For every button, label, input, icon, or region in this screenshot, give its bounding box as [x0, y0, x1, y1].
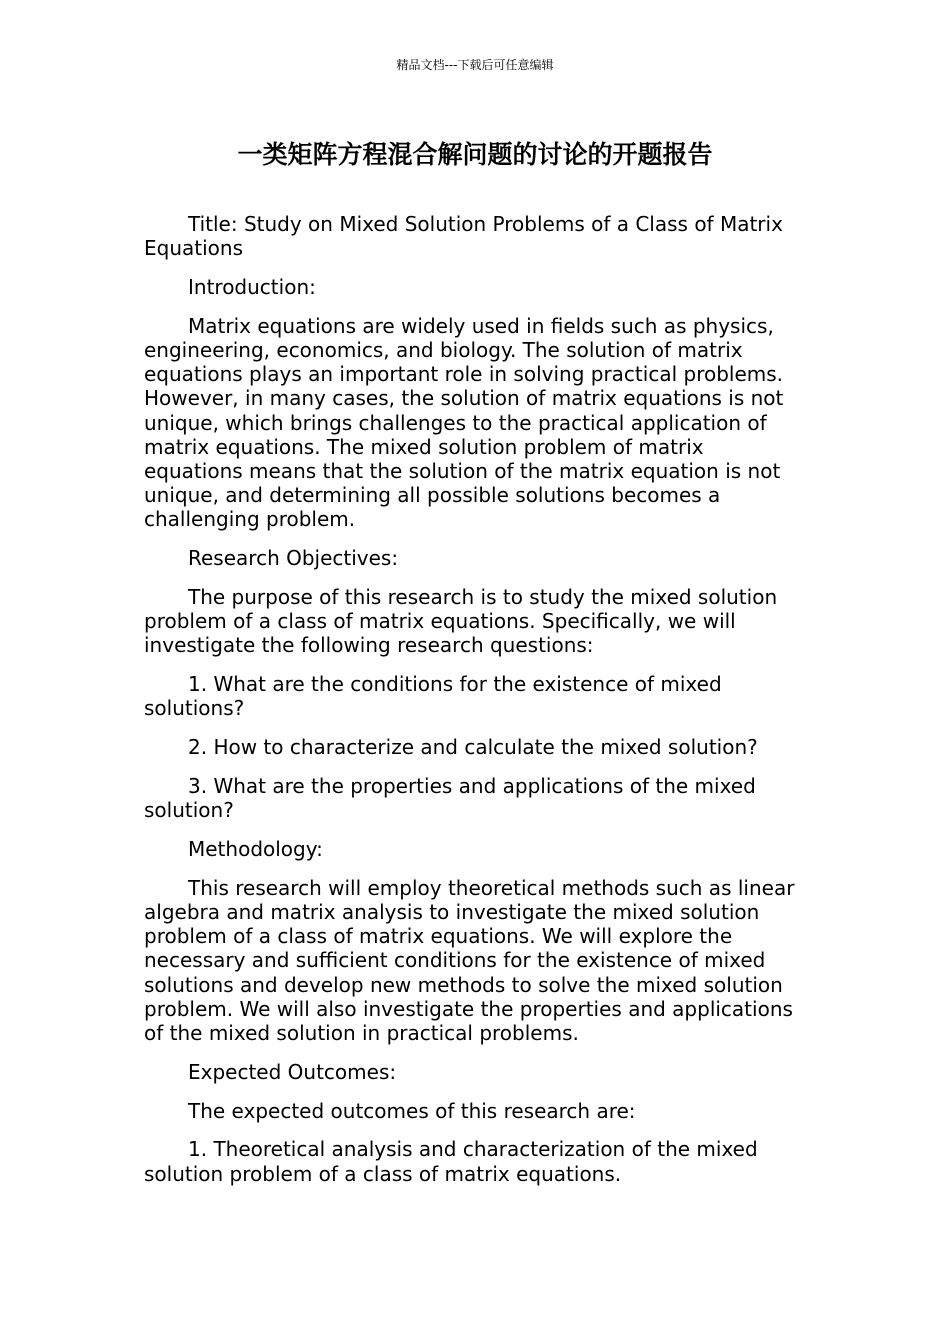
paragraph-expected-outcomes: The expected outcomes of this research are: — [188, 1098, 636, 1123]
paragraph-introduction: Matrix equations are widely used in fields such as physics, engineering, economics, and biology. The solution of matrix equations plays an important role in solving practical problems. However, in many cases, the solution of matrix equations is not unique, which brings challenges to the practical application of matrix equations. The mixed solution problem of matrix equations means that the solution of the matrix equation is not unique, and determining all possible solutions becomes a challenging problem. — [144, 313, 784, 532]
paragraph-research-objectives: The purpose of this research is to study the mixed solution problem of a class of matrix equations. Specifically, we will investigate the following research questions: — [144, 585, 778, 658]
list-item-question-3: 3. What are the properties and applications of the mixed solution? — [144, 774, 756, 823]
heading-research-objectives: Research Objectives: — [188, 546, 399, 571]
paragraph-methodology: This research will employ theoretical methods such as linear algebra and matrix analysis to investigate the mixed solution problem of a class of matrix equations. We will explore the necessary and sufficient conditions for the existence of mixed solutions and develop new methods to solve the mixed solution problem. We will also investigate the properties and applications of the mixed solution in practical problems. — [144, 875, 795, 1046]
list-item-question-1: 1. What are the conditions for the existence of mixed solutions? — [144, 672, 722, 721]
paragraph-title-line: Title: Study on Mixed Solution Problems of a Class of Matrix Equations — [144, 212, 783, 261]
list-item-question-2: 2. How to characterize and calculate the mixed solution? — [188, 735, 758, 760]
page-title: 一类矩阵方程混合解问题的讨论的开题报告 — [237, 140, 713, 169]
heading-introduction: Introduction: — [188, 275, 316, 299]
list-item-outcome-1: 1. Theoretical analysis and characterization of the mixed solution problem of a class of matrix equations. — [144, 1137, 758, 1186]
header-note: 精品文档---下载后可任意编辑 — [396, 58, 554, 72]
heading-expected-outcomes: Expected Outcomes: — [188, 1059, 397, 1084]
heading-methodology: Methodology: — [188, 837, 323, 862]
document-body — [144, 212, 808, 1200]
